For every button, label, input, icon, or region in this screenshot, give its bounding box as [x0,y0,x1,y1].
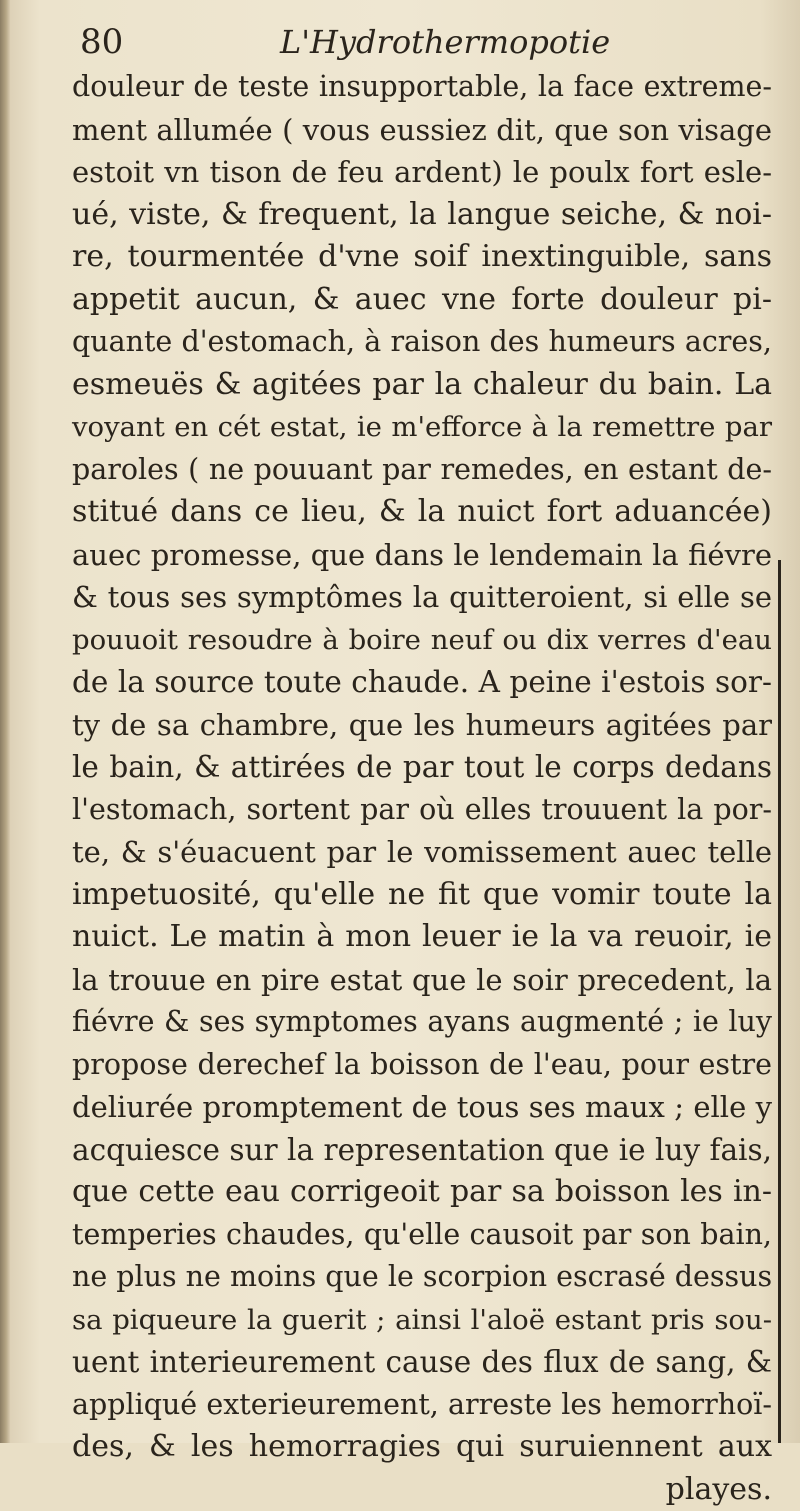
text-line: pouuoit resoudre à boire neuf ou dix verres d'eau [72,619,772,662]
text-line: uent interieurement cause des flux de sang, & [72,1341,772,1384]
text-line: nuict. Le matin à mon leuer ie la va reuoir, ie [72,916,772,959]
binding-gutter [0,0,10,1443]
text-line: appetit aucun, & auec vne forte douleur pi- [72,279,772,322]
page-edge-rule [778,560,781,1443]
text-line: ty de sa chambre, que les humeurs agitées par [72,704,772,747]
text-line: que cette eau corrigeoit par sa boisson les in- [72,1171,772,1214]
text-line: la trouue en pire estat que le soir precedent, la [72,959,772,1002]
page-header [80,18,770,66]
text-line: impetuosité, qu'elle ne fit que vomir toute la [72,874,772,917]
text-line: sa piqueure la guerit ; ainsi l'aloë estant pris sou- [72,1299,772,1342]
text-line: quante d'estomach, à raison des humeurs acres, [72,321,772,364]
text-line: esmeuës & agitées par la chaleur du bain. La [72,364,772,407]
text-line: le bain, & attirées de par tout le corps dedans [72,746,772,789]
text-line: auec promesse, que dans le lendemain la fiévre [72,534,772,577]
text-line: l'estomach, sortent par où elles trouuent la por- [72,789,772,832]
text-line: estoit vn tison de feu ardent) le poulx fort esle- [72,151,772,194]
text-line: voyant en cét estat, ie m'efforce à la remettre par [72,406,772,449]
text-line: fiévre & ses symptomes ayans augmenté ; ie luy [72,1001,772,1044]
text-line: acquiesce sur la representation que ie luy fais, [72,1129,772,1172]
text-line: re, tourmentée d'vne soif inextinguible, sans [72,236,772,279]
text-line: temperies chaudes, qu'elle causoit par son bain, [72,1214,772,1257]
running-title: L'Hydrothermopotie [280,18,610,66]
text-line: de la source toute chaude. A peine i'estois sor- [72,661,772,704]
text-line: paroles ( ne pouuant par remedes, en estant de- [72,449,772,492]
text-line: ne plus ne moins que le scorpion escrasé dessus [72,1256,772,1299]
text-line: appliqué exterieurement, arreste les hemorrhoï- [72,1384,772,1427]
page-number: 80 [80,18,123,66]
text-line: propose derechef la boisson de l'eau, pour estre [72,1044,772,1087]
text-line: stitué dans ce lieu, & la nuict fort aduancée) [72,491,772,534]
text-line: douleur de teste insupportable, la face extreme- [72,66,772,109]
text-line: playes. [72,1469,772,1511]
text-line: ué, viste, & frequent, la langue seiche, & noi- [72,194,772,237]
text-line: deliurée promptement de tous ses maux ; elle y [72,1086,772,1129]
body-text [72,66,772,1511]
text-line: des, & les hemorragies qui suruiennent aux [72,1426,772,1469]
text-line: & tous ses symptômes la quitteroient, si elle se [72,576,772,619]
text-line: te, & s'éuacuent par le vomissement auec telle [72,831,772,874]
text-line: ment allumée ( vous eussiez dit, que son visage [72,109,772,152]
